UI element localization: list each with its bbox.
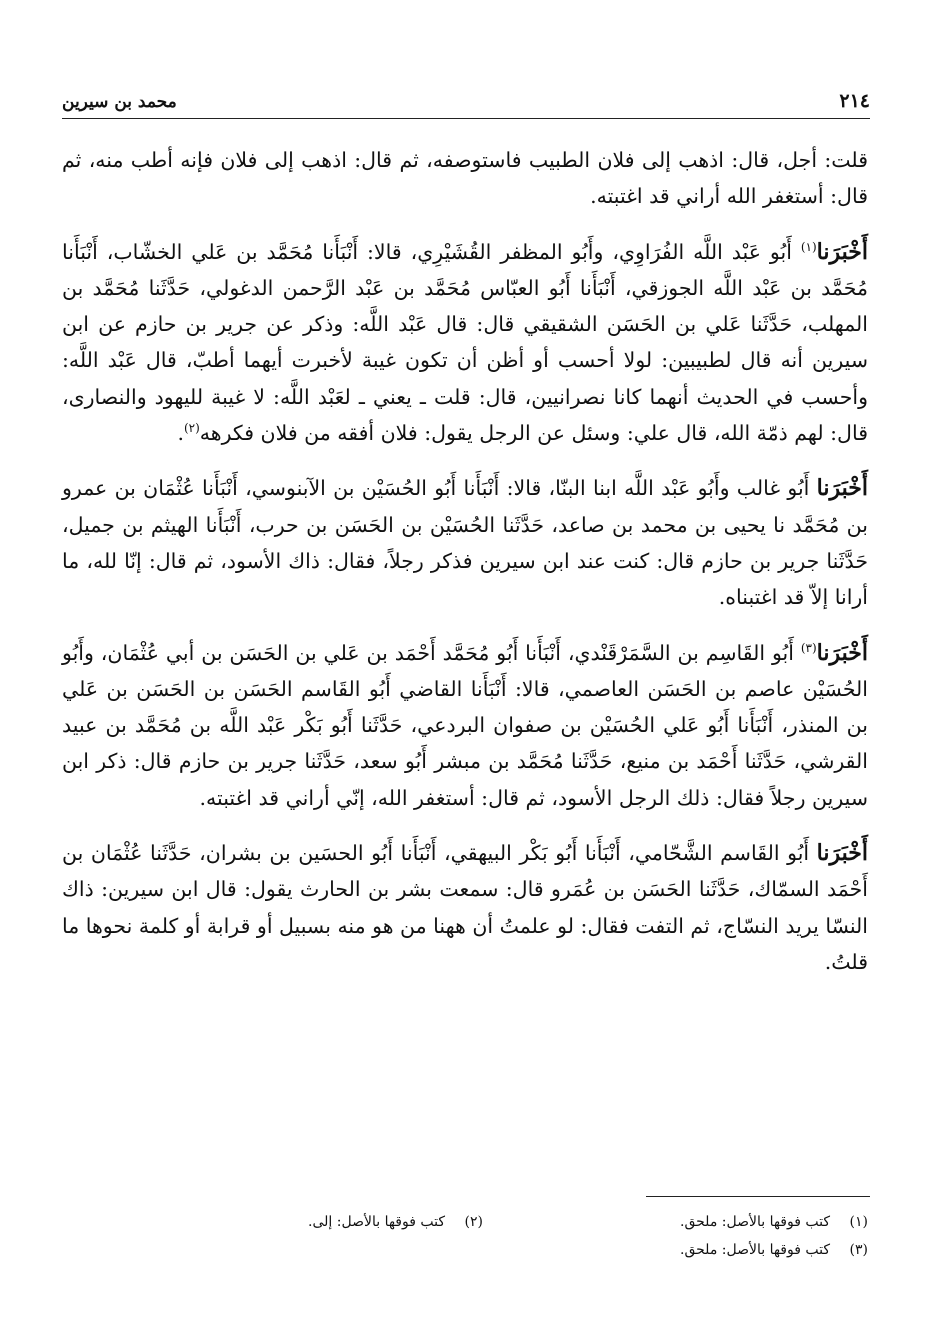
paragraph-text: أَبُو عَبْد اللَّه الفُرَاوِي، وأَبُو المظفر القُشَيْرِي، قالا: أَنْبَأَنا مُحَمَّد بن عَلي الخشّاب، أَنْبَأَنا مُحَمَّد بن عَبْد اللَّه الجوزقي، أَنْبَأَنا أَبُو العبّاس مُحَمَّد بن عَبْد الرَّحمن الدغولي، حَدَّثَنا مُحَمَّد بن المهلب، حَدَّثَنا عَلي بن الحَسَن الشقيقي قال: قال عَبْد اللَّه: وذكر عن جرير بن حازم عن ابن سيرين أنه قال لطبيبين: لولا أحسب أو أظن أن تكون غيبة لأخبرت أيهما أطبّ، قال عَبْد اللَّه: وأحسب في الحديث أنهما كانا نصرانيين، قال: قلت ـ يعني ـ لعَبْد اللَّه: لا غيبة لليهود والنصارى، قال: لهم ذمّة الله، قال علي: وسئل عن الرجل يقول: فلان أفقه من فلان فكرهه bbox=[62, 239, 868, 446]
paragraph bbox=[62, 470, 868, 615]
footnote-row bbox=[62, 1236, 868, 1264]
paragraph-lead-word: أَخْبَرَنا bbox=[816, 475, 868, 502]
footnote-number: (٣) bbox=[849, 1242, 868, 1258]
paragraph-lead-word: أَخْبَرَنا bbox=[816, 639, 868, 666]
footnote bbox=[483, 1242, 868, 1258]
paragraph-text: أَبُو غالب وأَبُو عَبْد اللَّه ابنا البنّا، قالا: أَنْبَأَنا أَبُو الحُسَيْن بن الآبنوسي، أَنْبَأَنا عُثْمَان بن عمرو بن مُحَمَّد نا يحيى بن محمد بن صاعد، حَدَّثَنا الحُسَيْن بن الحَسَن بن حرب، أَنْبَأَنا الهيثم بن جميل، حَدَّثَنا جرير بن حازم قال: كنت عند ابن سيرين فذكر رجلاً، فقال: ذاك الأسود، ثم قال: إنّا لله، ما أرانا إلاّ قد اغتبناه. bbox=[62, 476, 868, 610]
footnote-number: (١) bbox=[849, 1214, 868, 1230]
footnote-number: (٢) bbox=[464, 1214, 483, 1230]
paragraph bbox=[62, 635, 868, 816]
footnote-text: كتب فوقها بالأصل: ملحق. bbox=[680, 1242, 830, 1258]
paragraph-end: . bbox=[177, 421, 184, 446]
footnote-divider bbox=[646, 1196, 870, 1197]
footnote-text: كتب فوقها بالأصل: إلى. bbox=[308, 1214, 445, 1230]
paragraph-text: قلت: أجل، قال: اذهب إلى فلان الطبيب فاستوصفه، ثم قال: اذهب إلى فلان فإنه أطب منه، ثم قال: أستغفر الله أراني قد اغتبته. bbox=[62, 148, 868, 209]
paragraph-text: أَبُو القَاسِم بن السَّمَرْقَنْدي، أَنْبَأَنا أَبُو مُحَمَّد أَحْمَد بن عَلي بن الحَسَن بن أبي عُثْمَان، وأَبُو الحُسَيْن عاصم بن الحَسَن العاصمي، قالا: أَنْبَأَنا القاضي أَبُو القَاسم الحَسَن بن الحَسَن بن عَلي بن المنذر، أَنْبَأَنا أَبُو عَلي الحُسَيْن بن صفوان البردعي، حَدَّثَنا أَبُو بَكْر عَبْد اللَّه بن مُحَمَّد بن عبيد القرشي، حَدَّثَنا أَحْمَد بن منيع، حَدَّثَنا مُحَمَّد بن مبشر أَبُو سعد، حَدَّثَنا جرير بن حازم قال: ذكر ابن سيرين رجلاً فقال: ذلك الرجل الأسود، ثم قال: أستغفر الله، إنّي أراني قد اغتبته. bbox=[62, 640, 868, 810]
footnote-text: كتب فوقها بالأصل: ملحق. bbox=[680, 1214, 830, 1230]
paragraph bbox=[62, 835, 868, 980]
paragraph bbox=[62, 234, 868, 452]
main-text bbox=[62, 142, 868, 999]
page-header bbox=[62, 74, 870, 119]
footnote-ref: (٢) bbox=[183, 421, 200, 436]
footnote-ref: (١) bbox=[800, 239, 817, 254]
footnote-row bbox=[62, 1208, 868, 1236]
paragraph-lead-word: أَخْبَرَنا bbox=[816, 840, 868, 867]
footnote bbox=[98, 1214, 483, 1230]
page-number: ٢١٤ bbox=[839, 90, 870, 112]
paragraph-text: أَبُو القَاسم الشَّحّامي، أَنْبَأَنا أَبُو بَكْر البيهقي، أَنْبَأَنا أَبُو الحسَين بن بشران، حَدَّثَنا عُثْمَان بن أَحْمَد السمّاك، حَدَّثَنا الحَسَن بن عُمَرو قال: سمعت بشر بن الحارث يقول: قال ابن سيرين: ذاك النسّا يريد النسّاج، ثم التفت فقال: لو علمتُ أن ههنا من هو منه بسبيل أو قرابة أو كلمة نحوها ما قلتُ. bbox=[62, 841, 868, 974]
paragraph bbox=[62, 142, 868, 215]
footnote-ref: (٣) bbox=[800, 640, 817, 655]
paragraph-lead-word: أَخْبَرَنا bbox=[816, 238, 868, 265]
footnotes bbox=[62, 1208, 868, 1264]
running-title: محمد بن سيرين bbox=[62, 92, 177, 112]
footnote bbox=[483, 1214, 868, 1230]
